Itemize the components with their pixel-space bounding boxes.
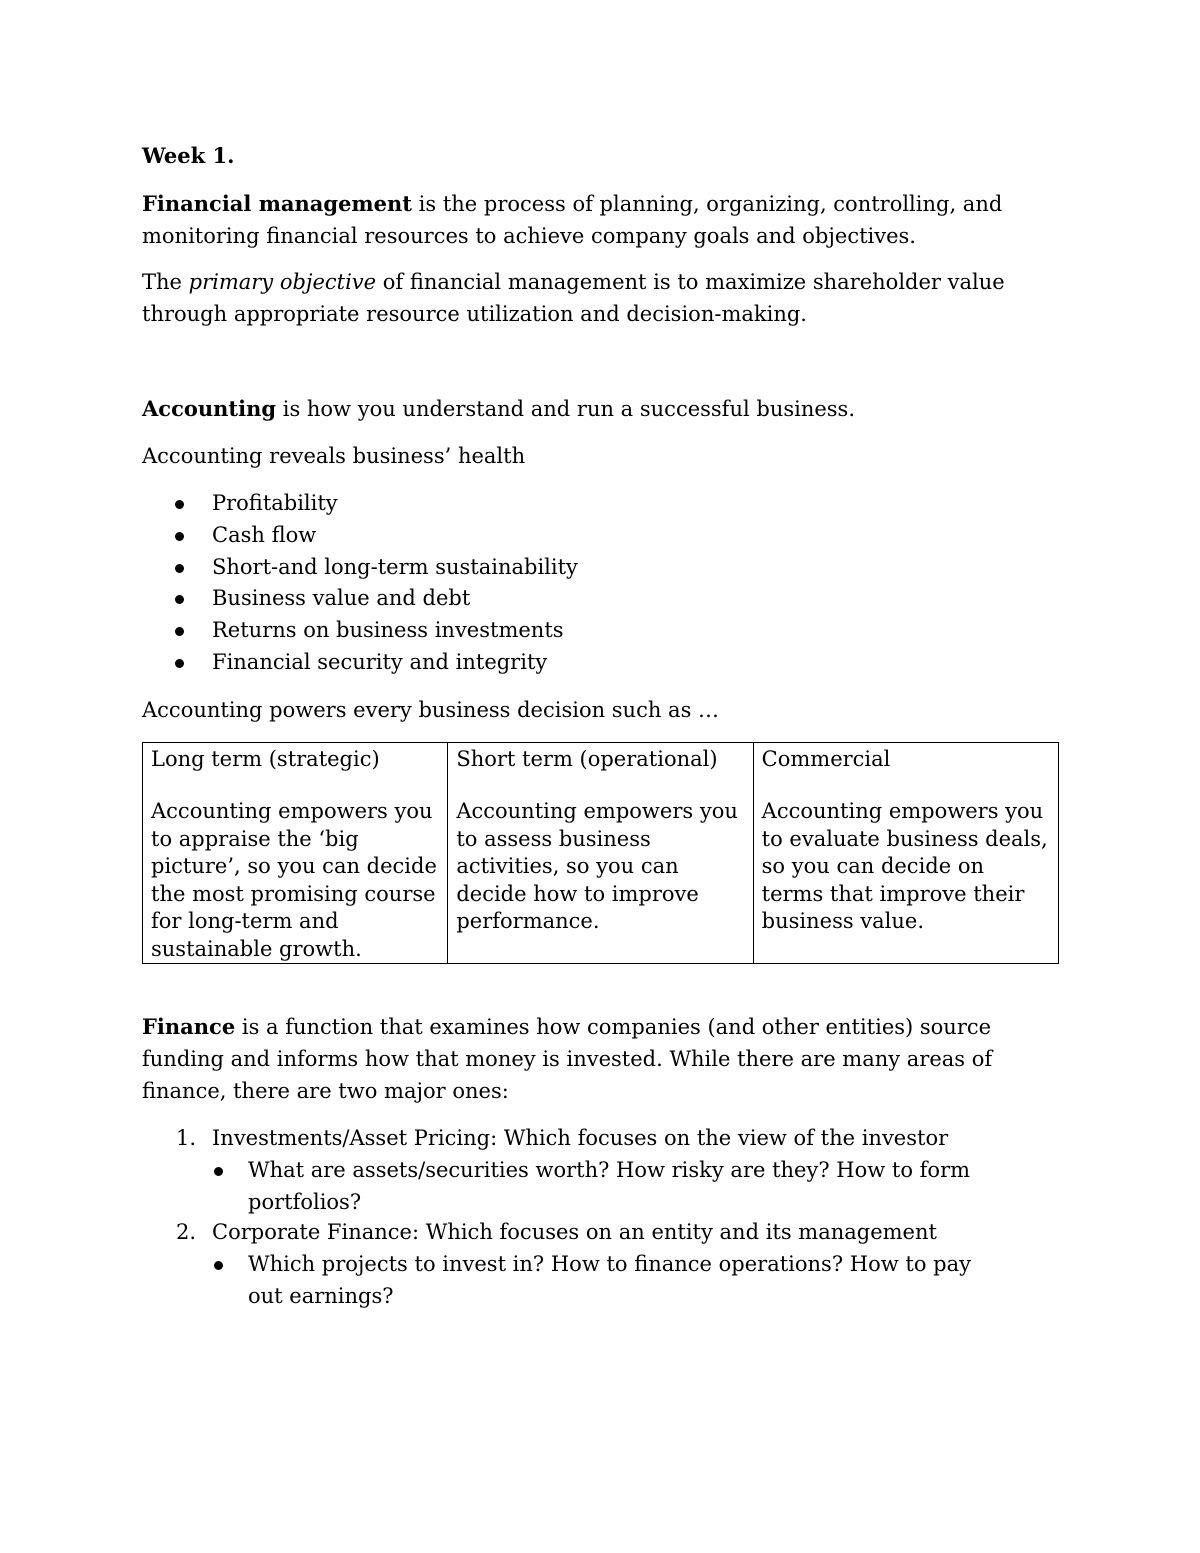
list-item-label: Profitability [212, 491, 338, 515]
item-number: 2. [176, 1220, 197, 1244]
bullet-icon [175, 500, 184, 509]
accounting-reveals-line: Accounting reveals business’ health [142, 444, 526, 468]
list-item [142, 583, 1042, 615]
item-text: Corporate Finance: Which focuses on an entity and its management [212, 1220, 937, 1244]
accounting-powers-line: Accounting powers every business decision such as … [142, 698, 720, 722]
item-text: Investments/Asset Pricing: Which focuses on the view of the investor [212, 1126, 949, 1150]
accounting-definition: is how you understand and run a successful business. [276, 397, 856, 421]
primary-objective-prefix: The [142, 270, 189, 294]
table-column-header: Long term (strategic) [151, 747, 380, 771]
bullet-icon [175, 564, 184, 573]
accounting-term: Accounting [142, 396, 277, 421]
list-item-label: Cash flow [212, 522, 317, 547]
primary-objective-text: of financial management is to maximize shareholder value through appropriate resource utilization and decision-making. [142, 270, 1005, 326]
decision-table [142, 742, 1059, 964]
list-item [142, 615, 1042, 647]
sub-bullet-investments [142, 1154, 1062, 1214]
finance-paragraph [142, 1011, 1042, 1107]
list-item [142, 520, 1042, 552]
numbered-item-corporate-finance [142, 1216, 1062, 1248]
sub-bullet-text: Which projects to invest in? How to finance operations? How to pay out earnings? [248, 1252, 971, 1308]
list-item-label: Returns on business investments [212, 618, 564, 643]
numbered-item-investments [142, 1122, 1062, 1154]
week-heading: Week 1. [142, 143, 235, 168]
bullet-icon [175, 659, 184, 668]
list-item-label: Business value and debt [212, 586, 471, 611]
finance-term: Finance [142, 1014, 236, 1039]
list-item [142, 647, 1042, 679]
accounting-paragraph [142, 393, 1062, 425]
list-item-label: Short-and long-term sustainability [212, 554, 578, 579]
bullet-icon [214, 1167, 223, 1176]
table-cell-text: Accounting empowers you to appraise the ‘big picture’, so you can decide the most promising course for long-term and sustainable growth. [151, 799, 437, 961]
financial-management-term: Financial management [142, 191, 412, 216]
bullet-icon [214, 1261, 223, 1270]
table-cell-commercial [753, 743, 1058, 964]
table-column-header: Commercial [761, 747, 891, 771]
accounting-health-list [142, 488, 1042, 679]
financial-management-definition: is the process of planning, organizing, controlling, and monitoring financial resources to achieve company goals and objectives. [142, 192, 1003, 248]
financial-management-paragraph [142, 188, 1057, 252]
primary-objective-term: primary objective [188, 270, 377, 294]
item-number: 1. [176, 1126, 197, 1150]
bullet-icon [175, 627, 184, 636]
sub-bullet-text: What are assets/securities worth? How risky are they? How to form portfolios? [248, 1158, 971, 1214]
table-cell-text: Accounting empowers you to evaluate business deals, so you can decide on terms that improve their business value. [761, 799, 1048, 933]
table-row [143, 743, 1059, 964]
bullet-icon [175, 595, 184, 604]
list-item [142, 488, 1042, 520]
bullet-icon [175, 532, 184, 541]
finance-definition: is a function that examines how companies (and other entities) source funding and informs how that money is invested. While there are many areas of finance, there are two major ones: [142, 1015, 993, 1103]
primary-objective-paragraph [142, 266, 1042, 330]
table-cell-long-term [143, 743, 448, 964]
list-item [142, 552, 1042, 584]
table-cell-text: Accounting empowers you to assess business activities, so you can decide how to improve performance. [456, 799, 738, 933]
table-column-header: Short term (operational) [456, 747, 718, 771]
list-item-label: Financial security and integrity [212, 649, 548, 674]
sub-bullet-corporate-finance [142, 1248, 1062, 1312]
table-cell-short-term [448, 743, 753, 964]
